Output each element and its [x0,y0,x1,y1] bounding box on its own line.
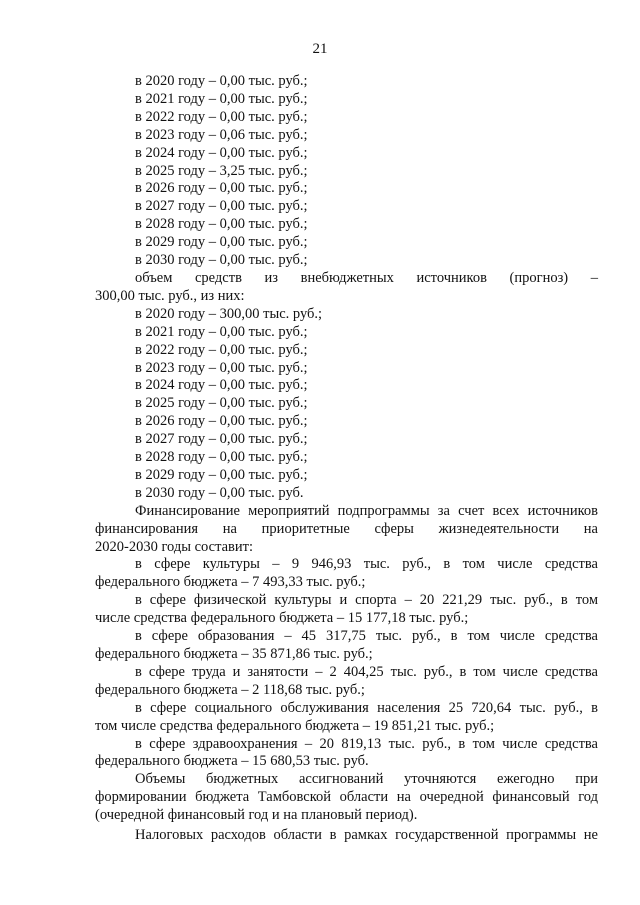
paragraph-line: Налоговых расходов области в рамках государственной программы не [135,827,598,844]
list-item: в 2026 году – 0,00 тыс. руб.; [135,413,308,430]
list-item: в 2024 году – 0,00 тыс. руб.; [135,377,308,394]
list-item: в 2020 году – 0,00 тыс. руб.; [135,73,308,89]
list-item: в 2030 году – 0,00 тыс. руб. [135,484,304,501]
page-number: 21 [312,41,328,57]
paragraph-line: в сфере физической культуры и спорта – 20 221,29 тыс. руб., в том [135,592,598,609]
paragraph-line: в сфере труда и занятости – 2 404,25 тыс. руб., в том числе средства [135,663,598,680]
list-item: в 2022 году – 0,00 тыс. руб.; [135,341,308,358]
paragraph-line: федерального бюджета – 15 680,53 тыс. руб. [95,753,369,770]
paragraph-line: в сфере образования – 45 317,75 тыс. руб., в том числе средства [135,628,598,645]
list-item: в 2027 году – 0,00 тыс. руб.; [135,431,308,448]
list-item: в 2028 году – 0,00 тыс. руб.; [135,216,308,233]
list-item: в 2027 году – 0,00 тыс. руб.; [135,198,308,215]
paragraph-line: в сфере здравоохранения – 20 819,13 тыс. руб., в том числе средства [135,735,598,752]
paragraph-line: 2020-2030 годы составит: [95,538,254,555]
paragraph-line: формировании бюджета Тамбовской области на очередной финансовый год [95,789,598,806]
list-item: в 2022 году – 0,00 тыс. руб.; [135,108,308,125]
list-item: в 2023 году – 0,00 тыс. руб.; [135,359,308,376]
document-body [95,73,598,845]
paragraph-line: Финансирование мероприятий подпрограммы за счет всех источников [135,502,598,519]
paragraph-line: 300,00 тыс. руб., из них: [95,287,245,304]
list-item: в 2029 году – 0,00 тыс. руб.; [135,466,308,483]
list-item: в 2029 году – 0,00 тыс. руб.; [135,234,308,251]
paragraph-line: объем средств из внебюджетных источников (прогноз) – [135,269,598,286]
paragraph-line: федерального бюджета – 7 493,33 тыс. руб.; [95,574,366,591]
paragraph-line: Объемы бюджетных ассигнований уточняются ежегодно при [135,771,598,788]
list-item: в 2023 году – 0,06 тыс. руб.; [135,126,308,143]
paragraph-line: федерального бюджета – 35 871,86 тыс. руб.; [95,646,373,662]
paragraph-line: федерального бюджета – 2 118,68 тыс. руб.; [95,681,365,698]
paragraph-line: числе средства федерального бюджета – 15 177,18 тыс. руб.; [95,610,469,627]
list-item: в 2021 году – 0,00 тыс. руб.; [135,90,308,107]
list-item: в 2021 году – 0,00 тыс. руб.; [135,323,308,340]
list-item: в 2030 году – 0,00 тыс. руб.; [135,252,308,269]
paragraph-line: (очередной финансовый год и на плановый период). [95,807,418,824]
list-item: в 2025 году – 0,00 тыс. руб.; [135,395,308,412]
list-item: в 2020 году – 300,00 тыс. руб.; [135,305,323,322]
paragraph-line: том числе средства федерального бюджета – 19 851,21 тыс. руб.; [95,717,495,734]
list-item: в 2028 году – 0,00 тыс. руб.; [135,449,308,466]
list-item: в 2026 году – 0,00 тыс. руб.; [135,180,308,197]
list-item: в 2025 году – 3,25 тыс. руб.; [135,162,308,179]
paragraph-line: в сфере культуры – 9 946,93 тыс. руб., в том числе средства [135,556,598,573]
list-item: в 2024 году – 0,00 тыс. руб.; [135,144,308,161]
paragraph-line: в сфере социального обслуживания населения 25 720,64 тыс. руб., в [135,699,598,716]
paragraph-line: финансирования на приоритетные сферы жизнедеятельности на [95,520,598,537]
